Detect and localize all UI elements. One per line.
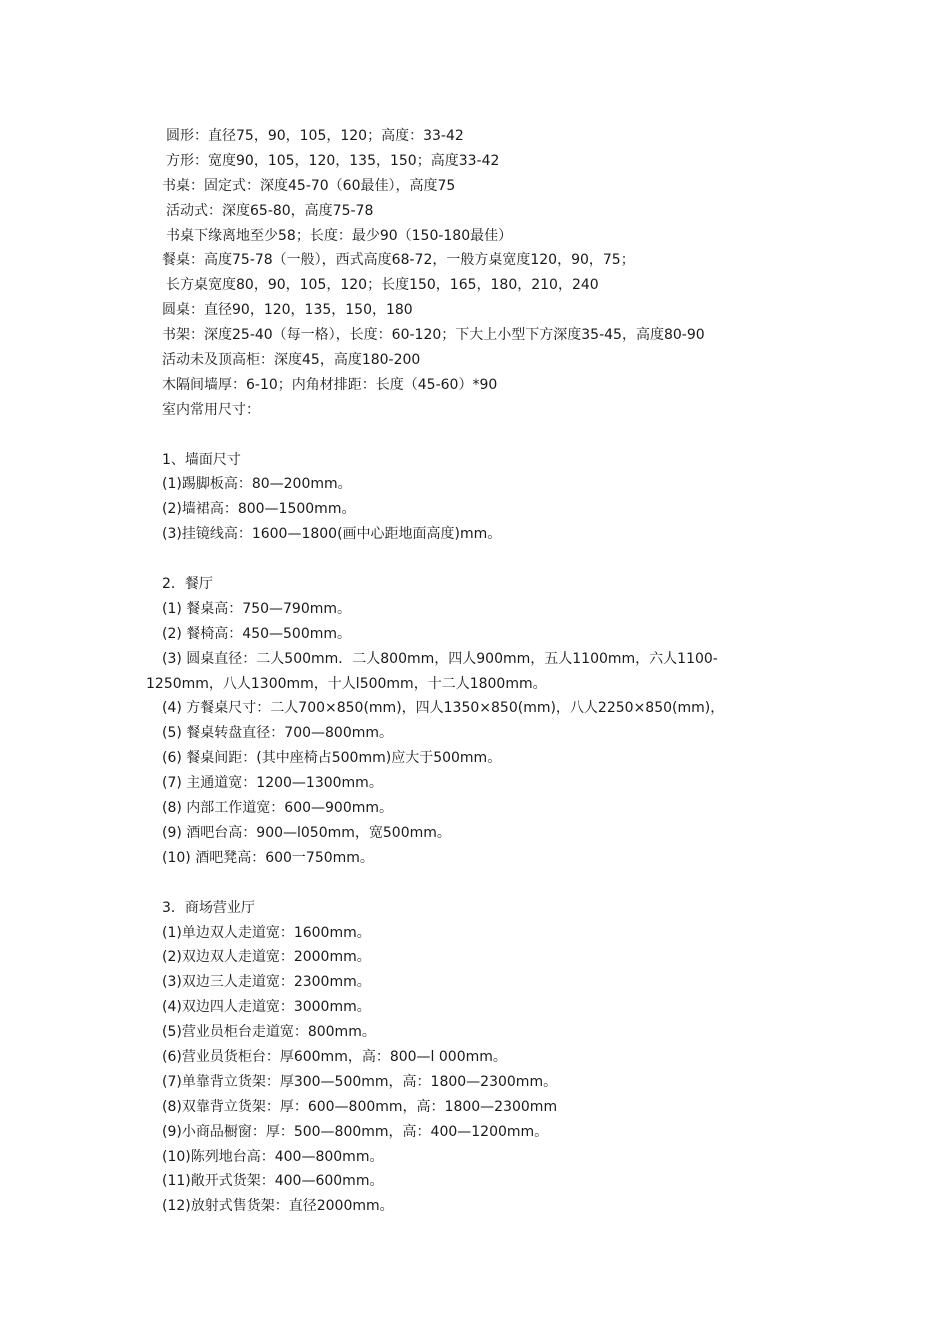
list-item: (9)小商品橱窗：厚：500—800mm，高：400—1200mm。 <box>162 1123 549 1140</box>
section-wall <box>0 448 950 548</box>
blank-line <box>0 871 950 896</box>
list-item: (9) 酒吧台高：900—l050mm，宽500mm。 <box>162 824 451 841</box>
list-item: (6) 餐桌间距：(其中座椅占500mm)应大于500mm。 <box>162 750 502 767</box>
list-item: (12)放射式售货架：直径2000mm。 <box>162 1198 394 1215</box>
text-line: 活动未及顶高柜：深度45，高度180-200 <box>162 352 421 369</box>
list-item: (7)单靠背立货架：厚300—500mm，高：1800—2300mm。 <box>162 1073 558 1090</box>
text-line: 圆桌：直径90，120，135，150，180 <box>162 302 413 319</box>
furniture-list <box>0 124 950 423</box>
text-line: 书桌下缘离地至少58；长度：最少90（150-180最佳） <box>166 227 513 244</box>
list-item: (1)踢脚板高：80—200mm。 <box>162 476 352 493</box>
list-item: (2)墙裙高：800—1500mm。 <box>162 501 356 518</box>
text-line: 室内常用尺寸： <box>162 401 260 418</box>
text-line: 书桌：固定式：深度45-70（60最佳），高度75 <box>162 177 456 194</box>
list-item: (5)营业员柜台走道宽：800mm。 <box>162 1024 376 1041</box>
list-item: (8)双靠背立货架：厚：600—800mm，高：1800—2300mm <box>162 1098 558 1115</box>
list-item: (3)双边三人走道宽：2300mm。 <box>162 974 371 991</box>
list-item: (5) 餐桌转盘直径：700—800mm。 <box>162 725 393 742</box>
list-item-continuation: 1250mm，八人1300mm，十人l500mm，十二人1800mm。 <box>146 675 547 692</box>
blank-line <box>0 423 950 448</box>
text-line: 方形：宽度90，105，120，135，150；高度33-42 <box>166 152 500 169</box>
list-item: (1) 餐桌高：750—790mm。 <box>162 600 351 617</box>
list-item: (2) 餐椅高：450—500mm。 <box>162 625 351 642</box>
list-item: (10)陈列地台高：400—800mm。 <box>162 1148 384 1165</box>
list-item: (3)挂镜线高：1600—1800(画中心距地面高度)mm。 <box>162 526 502 543</box>
list-item: (3) 圆桌直径：二人500mm．二人800mm，四人900mm，五人1100mm，六人1100- <box>162 650 718 667</box>
list-item: (7) 主通道宽：1200—1300mm。 <box>162 775 383 792</box>
document-page <box>0 124 950 1219</box>
text-line: 圆形：直径75，90，105，120；高度：33-42 <box>166 128 464 144</box>
text-line: 餐桌：高度75-78（一般），西式高度68-72，一般方桌宽度120，90，75； <box>162 252 635 269</box>
section-dining <box>0 572 950 871</box>
list-item: (6)营业员货柜台：厚600mm，高：800—l 000mm。 <box>162 1048 507 1065</box>
list-item: (4) 方餐桌尺寸：二人700×850(mm)，四人1350×850(mm)，八人2250×850(mm)， <box>162 700 725 717</box>
list-item: (2)双边双人走道宽：2000mm。 <box>162 949 371 966</box>
list-item: (8) 内部工作道宽：600—900mm。 <box>162 800 393 817</box>
section-store <box>0 896 950 1220</box>
section-title: 2．餐厅 <box>162 576 213 593</box>
text-line: 长方桌宽度80，90，105，120；长度150，165，180，210，240 <box>166 277 599 294</box>
list-item: (10) 酒吧凳高：600一750mm。 <box>162 849 374 866</box>
list-item: (4)双边四人走道宽：3000mm。 <box>162 999 371 1016</box>
text-line: 木隔间墙厚：6-10；内角材排距：长度（45-60）*90 <box>162 376 498 393</box>
text-line: 书架：深度25-40（每一格），长度：60-120；下大上小型下方深度35-45，高度80-90 <box>162 327 705 344</box>
section-title: 3．商场营业厅 <box>162 899 255 916</box>
section-title: 1、墙面尺寸 <box>162 451 241 468</box>
text-line: 活动式：深度65-80，高度75-78 <box>166 202 374 219</box>
blank-line <box>0 547 950 572</box>
list-item: (1)单边双人走道宽：1600mm。 <box>162 924 371 941</box>
list-item: (11)敞开式货架：400—600mm。 <box>162 1173 384 1190</box>
